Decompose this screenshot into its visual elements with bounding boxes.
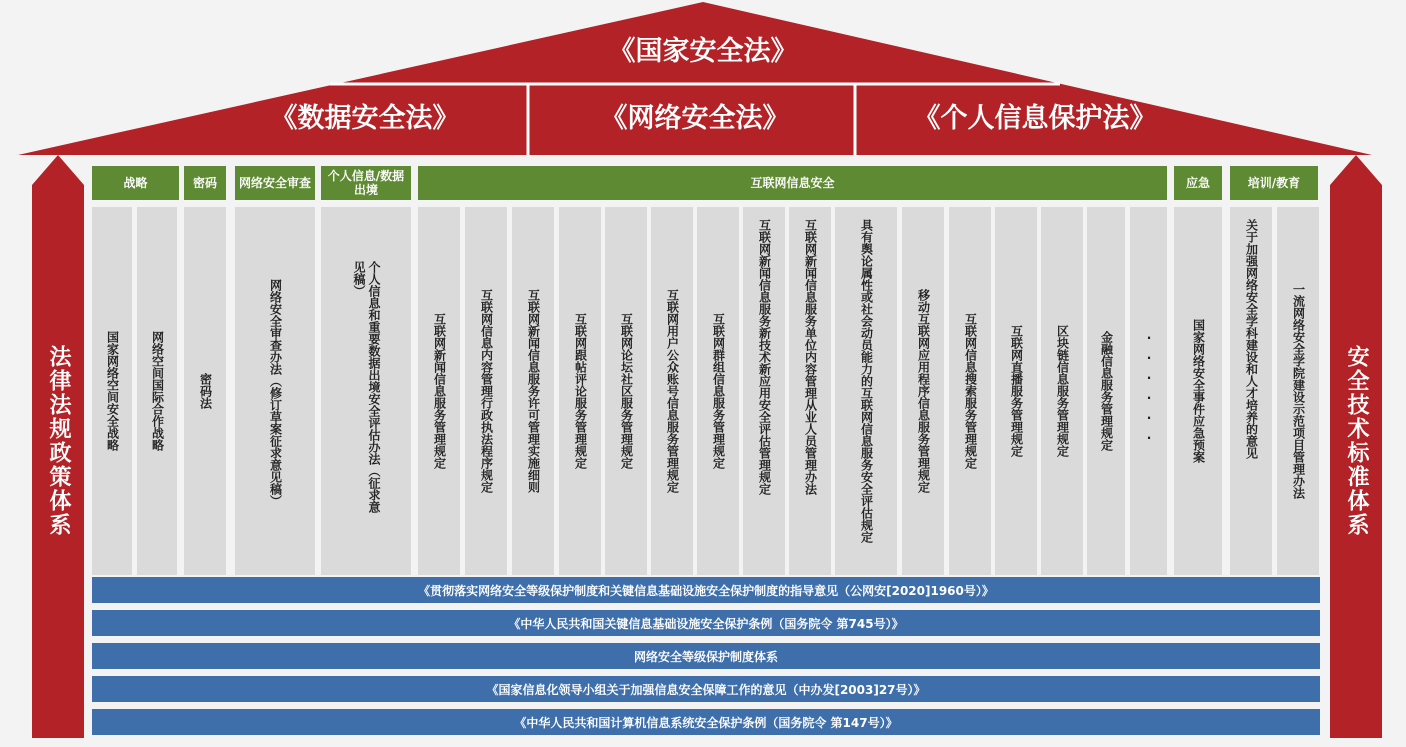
roof-law-cybersecurity: 《网络安全法》 <box>600 103 790 134</box>
regulation-name: 关于加强网络安全学科建设和人才培养的意见 <box>1244 218 1259 459</box>
foundation-bar: 《贯彻落实网络安全等级保护制度和关键信息基础设施安全保护制度的指导意见（公网安[2020]1960号）》 <box>92 577 1320 603</box>
regulation-column <box>743 207 785 575</box>
regulation-column <box>789 207 831 575</box>
foundation-bar: 网络安全等级保护制度体系 <box>92 643 1320 669</box>
regulation-name: 互联网新闻信息服务管理规定 <box>432 313 447 469</box>
group-header-strategy: 战略 <box>92 166 179 200</box>
regulation-name: 互联网信息内容管理行政执法程序规定 <box>479 289 494 493</box>
regulation-name: ······ <box>1142 331 1156 451</box>
roof-law-personal-info: 《个人信息保护法》 <box>913 103 1157 134</box>
regulation-name: 互联网群组信息服务管理规定 <box>711 313 726 469</box>
regulation-column <box>321 207 411 575</box>
regulation-column <box>651 207 693 575</box>
regulation-name: 互联网新闻信息服务单位内容管理从业人员管理办法 <box>803 218 818 495</box>
regulation-name: 互联网信息搜索服务管理规定 <box>963 313 978 469</box>
left-pillar-label: 法律法规政策体系 <box>46 345 71 537</box>
regulation-column <box>512 207 554 575</box>
regulation-column <box>605 207 647 575</box>
regulation-column <box>559 207 601 575</box>
regulation-column <box>235 207 315 575</box>
right-pillar-label: 安全技术标准体系 <box>1344 345 1369 537</box>
regulation-column <box>137 207 177 575</box>
regulation-name: 国家网络空间安全战略 <box>105 331 120 451</box>
group-header-internet-info-security: 互联网信息安全 <box>418 166 1167 200</box>
regulation-name: 一流网络安全学院建设示范项目管理办法 <box>1291 283 1306 499</box>
regulation-column <box>1087 207 1125 575</box>
regulation-name: 具有舆论属性或社会动员能力的互联网信息服务安全评估规定 <box>859 218 874 543</box>
regulation-name: 互联网跟帖评论服务管理规定 <box>573 313 588 469</box>
group-header-crypto: 密码 <box>184 166 226 200</box>
regulation-name: 网络安全审查办法（修订草案征求意见稿） <box>268 278 283 507</box>
roof-law-data-security: 《数据安全法》 <box>270 103 460 134</box>
group-header-emergency: 应急 <box>1174 166 1222 200</box>
group-header-training: 培训/教育 <box>1230 166 1318 200</box>
regulation-column <box>1130 207 1167 575</box>
regulation-column <box>184 207 226 575</box>
regulation-column <box>902 207 944 575</box>
regulation-name: 互联网用户公众账号信息服务管理规定 <box>665 289 680 493</box>
regulation-column <box>418 207 460 575</box>
regulation-column <box>949 207 991 575</box>
regulation-name: 网络空间国际合作战略 <box>150 331 165 451</box>
regulation-name: 互联网直播服务管理规定 <box>1009 325 1024 457</box>
regulation-name: 区块链信息服务管理规定 <box>1055 325 1070 457</box>
regulation-column <box>697 207 739 575</box>
regulation-column <box>92 207 132 575</box>
foundation-bar: 《中华人民共和国关键信息基础设施安全保护条例（国务院令 第745号）》 <box>92 610 1320 636</box>
regulation-column <box>1230 207 1272 575</box>
foundation-bar: 《国家信息化领导小组关于加强信息安全保障工作的意见（中办发[2003]27号）》 <box>92 676 1320 702</box>
regulation-name: 互联网新闻信息服务许可管理实施细则 <box>526 289 541 493</box>
regulation-name: 互联网新闻信息服务新技术新应用安全评估管理规定 <box>757 218 772 495</box>
regulation-name: 密码法 <box>198 373 213 409</box>
regulation-column <box>1277 207 1319 575</box>
foundation-bar: 《中华人民共和国计算机信息系统安全保护条例（国务院令 第147号）》 <box>92 709 1320 735</box>
regulation-column <box>1041 207 1083 575</box>
regulation-name: 个人信息和重要数据出境安全评估办法（征求意见稿） <box>352 261 381 513</box>
regulation-name: 移动互联网应用程序信息服务管理规定 <box>916 289 931 493</box>
regulation-name: 互联网论坛社区服务管理规定 <box>619 313 634 469</box>
regulation-column <box>465 207 507 575</box>
group-header-data-export: 个人信息/数据出境 <box>321 166 411 200</box>
regulation-name: 国家网络安全事件应急预案 <box>1191 319 1206 463</box>
regulation-name: 金融信息服务管理规定 <box>1099 331 1114 451</box>
group-header-security-review: 网络安全审查 <box>235 166 315 200</box>
regulation-column <box>835 207 897 575</box>
regulation-column <box>1174 207 1222 575</box>
roof-top-law: 《国家安全法》 <box>608 36 798 67</box>
regulation-column <box>995 207 1037 575</box>
